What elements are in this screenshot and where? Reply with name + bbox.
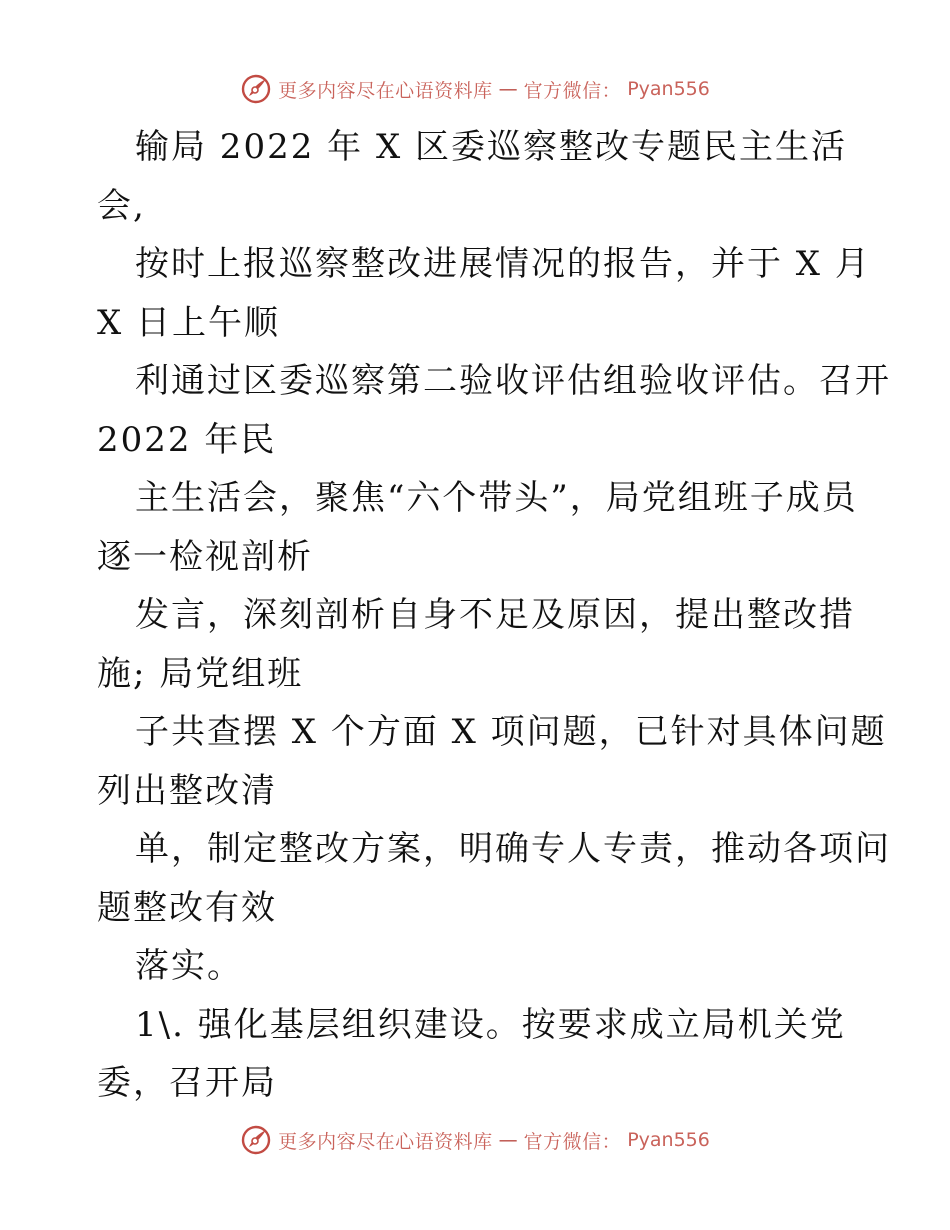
body-line: 2022 年民: [97, 419, 277, 460]
body-line: 利通过区委巡察第二验收评估组验收评估。召开: [135, 361, 891, 401]
body-line: 按时上报巡察整改进展情况的报告，并于 X 月: [135, 244, 871, 284]
feather-pen-circle-icon: [240, 1124, 272, 1156]
body-line: 发言，深刻剖析自身不足及原因，提出整改措: [135, 595, 855, 635]
body-line: 逐一检视剖析: [97, 536, 313, 577]
watermark-official: 官方微信：: [523, 1130, 622, 1153]
watermark-official: 官方微信：: [523, 79, 622, 102]
body-line: 主生活会，聚焦“六个带头”，局党组班子成员: [135, 478, 858, 518]
body-line: 题整改有效: [97, 887, 277, 928]
body-line: 单，制定整改方案，明确专人专责，推动各项问: [135, 829, 891, 869]
body-line: 会,: [97, 185, 146, 226]
watermark-dash: —: [498, 1129, 518, 1151]
watermark-dash: —: [498, 78, 518, 100]
watermark-brand: 更多内容尽在心语资料库: [278, 1130, 493, 1153]
header-watermark: [0, 73, 950, 105]
watermark-brand: 更多内容尽在心语资料库: [278, 79, 493, 102]
feather-pen-circle-icon: [240, 73, 272, 105]
body-line: 落实。: [135, 946, 243, 986]
body-line: 列出整改清: [97, 770, 277, 811]
watermark-wechat-id: Pyan556: [627, 1129, 710, 1151]
body-line: 1\. 强化基层组织建设。按要求成立局机关党: [135, 1004, 846, 1045]
body-line: 委，召开局: [97, 1063, 277, 1103]
body-line: 施; 局党组班: [97, 653, 304, 694]
body-line: 子共查摆 X 个方面 X 项问题，已针对具体问题: [135, 712, 887, 752]
body-line: X 日上午顺: [97, 302, 281, 343]
document-body: [97, 118, 891, 1113]
footer-watermark: [0, 1124, 950, 1156]
watermark-wechat-id: Pyan556: [627, 78, 710, 100]
body-line: 输局 2022 年 X 区委巡察整改专题民主生活: [135, 127, 847, 167]
